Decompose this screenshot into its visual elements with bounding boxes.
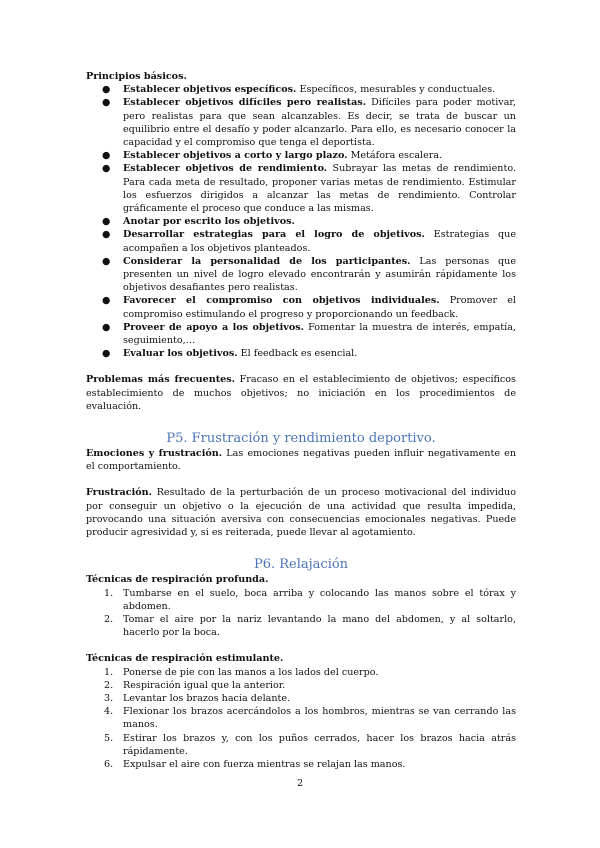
item-bold: Establecer objetivos específicos. xyxy=(123,84,297,96)
bullet-icon: ● xyxy=(102,163,111,175)
item-text: Tumbarse en el suelo, boca arriba y colocando las manos sobre el tórax y abdomen. xyxy=(123,587,516,612)
list-item xyxy=(86,692,516,705)
bullet-icon: ● xyxy=(102,295,111,307)
bullet-icon: ● xyxy=(102,216,111,228)
item-text: Estirar los brazos y, con los puños cerrados, hacer los brazos hacia atrás rápidamente. xyxy=(123,732,516,757)
list-item xyxy=(86,83,516,96)
problemas-text: Fracaso en el establecimiento de objetivos; específicos establecimiento de muchos objetivos; no iniciación en los procedimientos de evaluación. xyxy=(86,374,516,412)
emociones-bold: Emociones y frustración. xyxy=(86,448,223,460)
item-text: Promover el compromiso estimulando el progreso y proporcionando un feedback. xyxy=(123,295,516,320)
item-text: Específicos, mesurables y conductuales. xyxy=(296,84,496,96)
item-text: Levantar los brazos hacia delante. xyxy=(123,692,291,704)
item-text: Estrategias que acompañen a los objetivos planteados. xyxy=(123,229,516,254)
bullet-icon: ● xyxy=(102,348,111,360)
problemas-bold: Problemas más frecuentes. xyxy=(86,374,235,386)
item-number: 2. xyxy=(104,613,114,625)
section-title-p6: P6. Relajación xyxy=(253,557,349,573)
emociones-text: Las emociones negativas pueden influir negativamente en el comportamiento. xyxy=(86,448,516,473)
list-item xyxy=(86,149,516,162)
item-bold: Considerar la personalidad de los participantes. xyxy=(123,255,411,267)
list-item xyxy=(86,162,516,215)
list-item xyxy=(86,587,516,613)
item-number: 5. xyxy=(104,732,114,744)
document-page xyxy=(86,70,516,771)
frustracion-text: Resultado de la perturbación de un proceso motivacional del individuo por conseguir un objetivo o la ejecución de una actividad que resulta impedida, provocando una situación aversiva con consecuencias emocionales negativas. Puede producir agresividad y, si es reiterada, puede llevar al agotamiento. xyxy=(86,487,516,539)
item-text: Flexionar los brazos acercándolos a los hombros, mientras se van cerrando las manos. xyxy=(123,706,516,731)
list-item xyxy=(86,705,516,731)
estimulante-heading: Técnicas de respiración estimulante. xyxy=(86,653,284,665)
bullet-icon: ● xyxy=(102,84,111,96)
item-number: 1. xyxy=(104,666,114,678)
bullet-icon: ● xyxy=(102,229,111,241)
list-item xyxy=(86,294,516,320)
item-number: 3. xyxy=(104,692,114,704)
item-text: Ponerse de pie con las manos a los lados del cuerpo. xyxy=(123,666,379,678)
item-text: Las personas que presenten un nivel de logro elevado encontrarán y asumirán rápidamente los objetivos desafiantes pero realistas. xyxy=(123,255,516,294)
list-item xyxy=(86,228,516,254)
item-number: 6. xyxy=(104,758,114,770)
item-text: Expulsar el aire con fuerza mientras se relajan las manos. xyxy=(123,758,406,770)
item-bold: Desarrollar estrategias para el logro de objetivos. xyxy=(123,229,425,241)
list-item xyxy=(86,347,516,360)
item-text: Metáfora escalera. xyxy=(347,150,443,162)
item-text: Respiración igual que la anterior. xyxy=(123,679,286,691)
estimulante-list xyxy=(86,666,516,772)
item-text: Difíciles para poder motivar, pero realistas para que sean alcanzables. Es decir, se trata de buscar un equilibrio entre el desafío y poder alcanzarlo. Para ello, es necesario conocer la capacidad y el compromiso que tenga el deportista. xyxy=(123,97,516,149)
page-number: 2 xyxy=(296,778,304,789)
item-text: Tomar el aire por la nariz levantando la mano del abdomen, y al soltarlo, hacerlo por la boca. xyxy=(123,613,516,639)
list-item xyxy=(86,679,516,692)
profunda-list xyxy=(86,587,516,640)
item-text: Subrayar las metas de rendimiento. Para cada meta de resultado, proponer varias metas de rendimiento. Estimular los esfuerzos dirigidos a alcanzar las metas de rendimiento. Controlar gráficamente el proceso que conduce a las mismas. xyxy=(123,163,516,215)
item-bold: Anotar por escrito los objetivos. xyxy=(123,216,295,228)
item-text: Fomentar la muestra de interés, empatía, seguimiento,… xyxy=(123,321,516,347)
principios-list xyxy=(86,83,516,360)
item-bold: Favorecer el compromiso con objetivos individuales. xyxy=(123,295,440,307)
item-bold: Establecer objetivos de rendimiento. xyxy=(123,163,328,175)
list-item xyxy=(86,613,516,639)
list-item xyxy=(86,96,516,149)
profunda-heading: Técnicas de respiración profunda. xyxy=(86,574,269,586)
bullet-icon: ● xyxy=(102,97,111,109)
item-number: 4. xyxy=(104,706,114,718)
item-bold: Proveer de apoyo a los objetivos. xyxy=(123,321,305,333)
item-bold: Evaluar los objetivos. xyxy=(123,348,238,360)
item-bold: Establecer objetivos difíciles pero realistas. xyxy=(123,97,367,109)
item-bold: Establecer objetivos a corto y largo plazo. xyxy=(123,150,348,162)
list-item xyxy=(86,255,516,295)
item-number: 1. xyxy=(104,587,114,599)
bullet-icon: ● xyxy=(102,150,111,162)
bullet-icon: ● xyxy=(102,255,111,267)
list-item xyxy=(86,732,516,758)
bullet-icon: ● xyxy=(102,321,111,333)
list-item xyxy=(86,215,516,228)
item-text: El feedback es esencial. xyxy=(237,348,358,360)
list-item xyxy=(86,321,516,347)
principios-heading: Principios básicos. xyxy=(86,71,187,82)
emociones-paragraph xyxy=(86,447,516,473)
problemas-paragraph xyxy=(86,373,516,413)
frustracion-paragraph xyxy=(86,486,516,539)
list-item xyxy=(86,758,516,771)
list-item xyxy=(86,666,516,679)
section-title-p5: P5. Frustración y rendimiento deportivo. xyxy=(166,431,436,447)
item-number: 2. xyxy=(104,679,114,691)
frustracion-bold: Frustración. xyxy=(86,487,152,499)
